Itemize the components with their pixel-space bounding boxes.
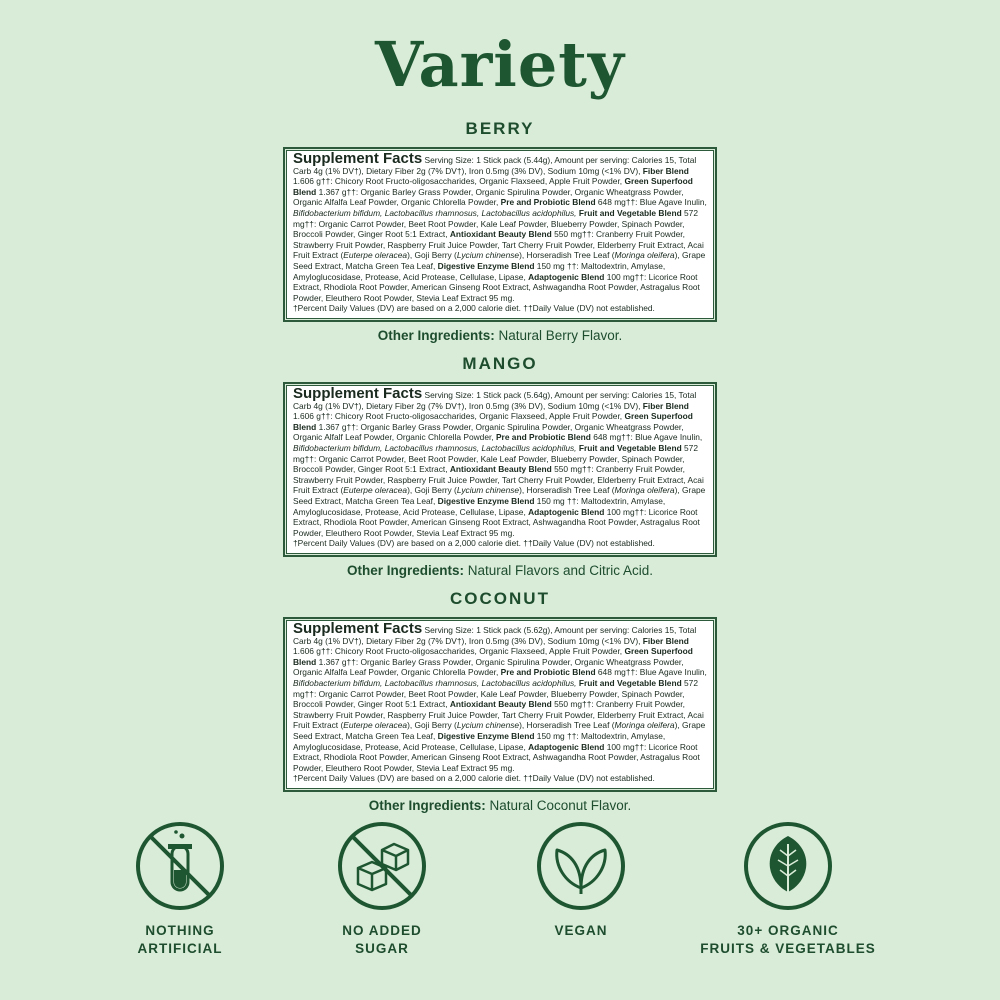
other-ingredients [0,563,1000,578]
enzyme-blend-label: Digestive Enzyme Blend [437,730,535,741]
other-ingredients-label: Other Ingredients: [377,327,495,343]
adaptogenic-blend-text: 100 mg††: Licorice Root Extract, Rhodiola Root Powder, American Ginseng Root Extract, Ashwagandha Root Powder, Astragalus Root Powder, Eleuthero Root Powder, Stevia Leaf Extract 95 mg. [293,741,700,773]
moringa-text: ), Horseradish Tree Leaf ( [519,485,615,496]
supplement-facts-title: Supplement Facts [293,150,423,167]
coconut-section [0,587,1000,813]
antioxidant-blend-label: Antioxidant Beauty Blend [449,464,552,475]
footnote: †Percent Daily Values (DV) are based on a 2,000 calorie diet. ††Daily Value (DV) not established. [293,538,655,549]
supplement-facts-panel [283,147,717,322]
other-ingredients [0,328,1000,343]
acai-species: Euterpe oleracea [343,720,408,731]
acai-species: Euterpe oleracea [343,485,408,496]
moringa-species: Moringa oleifera [614,720,675,731]
probiotic-blend-label: Pre and Probiotic Blend [500,197,596,208]
goji-species: Lycium chinense [456,720,520,731]
leafy-green-icon [742,820,834,912]
badge-nothing-artificial [80,820,280,958]
green-blend-text: 1.367 g††: Organic Barley Grass Powder, Organic Spirulina Powder, Organic Wheatgrass Powder, Organic Alfalfa Leaf Powder, Organic Chlorella Powder, [293,656,684,678]
fiber-blend-text: 1.606 g††: Chicory Root Fructo-oligosaccharides, Organic Flaxseed, Apple Fruit Powder, [293,176,623,187]
antioxidant-blend-label: Antioxidant Beauty Blend [449,229,552,240]
page-title: Variety [375,28,625,101]
serving-info: Serving Size: 1 Stick pack (5.44g), Amount per serving: Calories 15, Total Carb 4g (1% DV†), Dietary Fiber 2g (7% DV†), Iron 0.5mg (3% DV), Sodium 10mg (<1% DV), [293,155,697,176]
flavor-heading: COCONUT [450,589,550,608]
footnote: †Percent Daily Values (DV) are based on a 2,000 calorie diet. ††Daily Value (DV) not established. [293,303,655,314]
sugar-cubes-crossed-icon [336,820,428,912]
flavor-heading: BERRY [465,119,535,138]
probiotic-blend-text: 648 mg††: Blue Agave Inulin, [597,667,707,678]
supplement-facts-text [286,385,714,554]
badge-label: 30+ ORGANIC FRUITS & VEGETABLES [700,923,876,956]
serving-info: Serving Size: 1 Stick pack (5.62g), Amount per serving: Calories 15, Total Carb 4g (1% DV†), Dietary Fiber 2g (7% DV†), Iron 0.5mg (3% DV), Sodium 10mg (<1% DV), [293,625,697,646]
adaptogenic-blend-label: Adaptogenic Blend [528,506,605,517]
probiotic-blend-label: Pre and Probiotic Blend [495,432,591,443]
supplement-facts-panel [283,617,717,792]
grape-text: ), Grape Seed Extract, Matcha Green Tea Leaf, [293,250,706,271]
antioxidant-blend-text: 550 mg††: Cranberry Fruit Powder, Strawberry Fruit Powder, Raspberry Fruit Juice Powder, Tart Cherry Fruit Powder, Elderberry Fruit Extract, Acai Fruit Extract ( [293,464,704,496]
antioxidant-blend-text: 550 mg††: Cranberry Fruit Powder, Strawberry Fruit Powder, Raspberry Fruit Juice Powder, Tart Cherry Fruit Powder, Elderberry Fruit Extract, Acai Fruit Extract ( [293,229,704,261]
test-tube-crossed-icon [134,820,226,912]
green-blend-text: 1.367 g††: Organic Barley Grass Powder, Organic Spirulina Powder, Organic Wheatgrass Powder, Organic Alfalf Leaf Powder, Organic Chlorella Powder, [293,421,684,443]
badge-no-added-sugar [282,820,482,958]
badge-label: NO ADDED SUGAR [342,923,422,956]
fiber-blend-text: 1.606 g††: Chicory Root Fructo-oligosaccharides, Organic Flaxseed, Apple Fruit Powder, [293,411,623,422]
fruitveg-blend-label: Fruit and Vegetable Blend [578,207,682,218]
adaptogenic-blend-label: Adaptogenic Blend [528,271,605,282]
feature-badges [0,820,1000,1000]
leaves-icon [535,820,627,912]
antioxidant-blend-text: 550 mg††: Cranberry Fruit Powder, Strawberry Fruit Powder, Raspberry Fruit Juice Powder, Tart Cherry Fruit Powder, Elderberry Fruit Extract, Acai Fruit Extract ( [293,699,704,731]
flavor-heading: MANGO [462,354,538,373]
badge-organic-fruits-vegetables [688,820,888,958]
goji-species: Lycium chinense [456,485,520,496]
probiotic-species: Bifidobacterium bifidum, Lactobacillus rhamnosus, Lactobacillus acidophilus, [293,442,577,453]
other-ingredients [0,798,1000,813]
other-ingredients-text: Natural Berry Flavor. [494,327,623,343]
supplement-facts-text [286,150,714,319]
probiotic-blend-text: 648 mg††: Blue Agave Inulin, [593,432,703,443]
other-ingredients-text: Natural Flavors and Citric Acid. [463,562,654,578]
badge-label: NOTHING ARTIFICIAL [137,923,223,956]
fiber-blend-label: Fiber Blend [642,400,689,411]
badge-vegan [481,820,681,940]
other-ingredients-label: Other Ingredients: [346,562,464,578]
supplement-facts-panel [283,382,717,557]
serving-info: Serving Size: 1 Stick pack (5.64g), Amount per serving: Calories 15, Total Carb 4g (1% DV†), Dietary Fiber 2g (7% DV†), Iron 0.5mg (3% DV), Sodium 10mg (<1% DV), [293,390,697,411]
other-ingredients-label: Other Ingredients: [368,797,486,813]
goji-text: ), Goji Berry ( [407,720,457,731]
probiotic-blend-text: 648 mg††: Blue Agave Inulin, [597,197,707,208]
fiber-blend-label: Fiber Blend [642,165,689,176]
probiotic-species: Bifidobacterium bifidum, Lactobacillus rhamnosus, Lactobacillus acidophilus, [293,207,577,218]
green-blend-label: Green Superfood Blend [293,411,693,432]
moringa-species: Moringa oleifera [614,250,675,261]
fruitveg-blend-text: 572 mg††: Organic Carrot Powder, Beet Root Powder, Kale Leaf Powder, Blueberry Powder, Spinach Powder, Broccoli Powder, Ginger Root 5:1 Extract, [293,207,698,240]
acai-species: Euterpe oleracea [343,250,408,261]
grape-text: ), Grape Seed Extract, Matcha Green Tea Leaf, [293,720,706,741]
antioxidant-blend-label: Antioxidant Beauty Blend [449,699,552,710]
fiber-blend-label: Fiber Blend [642,635,689,646]
moringa-species: Moringa oleifera [614,485,675,496]
goji-text: ), Goji Berry ( [407,250,457,261]
mango-section [0,352,1000,578]
green-blend-label: Green Superfood Blend [293,176,693,197]
other-ingredients-text: Natural Coconut Flavor. [485,797,632,813]
adaptogenic-blend-label: Adaptogenic Blend [528,741,605,752]
berry-section [0,117,1000,343]
footnote: †Percent Daily Values (DV) are based on a 2,000 calorie diet. ††Daily Value (DV) not established. [293,773,655,784]
supplement-facts-title: Supplement Facts [293,620,423,637]
badge-label: VEGAN [554,923,608,938]
enzyme-blend-label: Digestive Enzyme Blend [437,495,535,506]
enzyme-blend-text: 150 mg ††: Maltodextrin, Amylase, Amyloglucosidase, Protease, Acid Protease, Cellulase, Lipase, [293,260,666,282]
moringa-text: ), Horseradish Tree Leaf ( [519,720,615,731]
fruitveg-blend-text: 572 mg††: Organic Carrot Powder, Beet Root Powder, Kale Leaf Powder, Blueberry Powder, Spinach Powder, Broccoli Powder, Ginger Root 5:1 Extract, [293,677,698,710]
fruitveg-blend-text: 572 mg††: Organic Carrot Powder, Beet Root Powder, Kale Leaf Powder, Blueberry Powder, Spinach Powder, Broccoli Powder, Ginger Root 5:1 Extract, [293,442,698,475]
probiotic-blend-label: Pre and Probiotic Blend [500,667,596,678]
green-blend-text: 1.367 g††: Organic Barley Grass Powder, Organic Spirulina Powder, Organic Wheatgrass Powder, Organic Alfalfa Leaf Powder, Organic Chlorella Powder, [293,186,684,208]
enzyme-blend-text: 150 mg ††: Maltodextrin, Amylase, Amyloglucosidase, Protease, Acid Protease, Cellulase, Lipase, [293,730,666,752]
goji-species: Lycium chinense [456,250,520,261]
adaptogenic-blend-text: 100 mg††: Licorice Root Extract, Rhodiola Root Powder, American Ginseng Root Extract, Ashwagandha Root Powder, Astragalus Root Powder, Eleuthero Root Powder, Stevia Leaf Extract 95 mg. [293,506,700,538]
fruitveg-blend-label: Fruit and Vegetable Blend [578,677,682,688]
supplement-facts-text [286,620,714,789]
probiotic-species: Bifidobacterium bifidum, Lactobacillus rhamnosus, Lactobacillus acidophilus, [293,677,577,688]
enzyme-blend-label: Digestive Enzyme Blend [437,260,535,271]
adaptogenic-blend-text: 100 mg††: Licorice Root Extract, Rhodiola Root Powder, American Ginseng Root Extract, Ashwagandha Root Powder, Astragalus Root Powder, Eleuthero Root Powder, Stevia Leaf Extract 95 mg. [293,271,700,303]
enzyme-blend-text: 150 mg ††: Maltodextrin, Amylase, Amyloglucosidase, Protease, Acid Protease, Cellulase, Lipase, [293,495,666,517]
moringa-text: ), Horseradish Tree Leaf ( [519,250,615,261]
supplement-facts-title: Supplement Facts [293,385,423,402]
goji-text: ), Goji Berry ( [407,485,457,496]
green-blend-label: Green Superfood Blend [293,646,693,667]
fruitveg-blend-label: Fruit and Vegetable Blend [578,442,682,453]
grape-text: ), Grape Seed Extract, Matcha Green Tea Leaf, [293,485,706,506]
fiber-blend-text: 1.606 g††: Chicory Root Fructo-oligosaccharides, Organic Flaxseed, Apple Fruit Powder, [293,646,623,657]
